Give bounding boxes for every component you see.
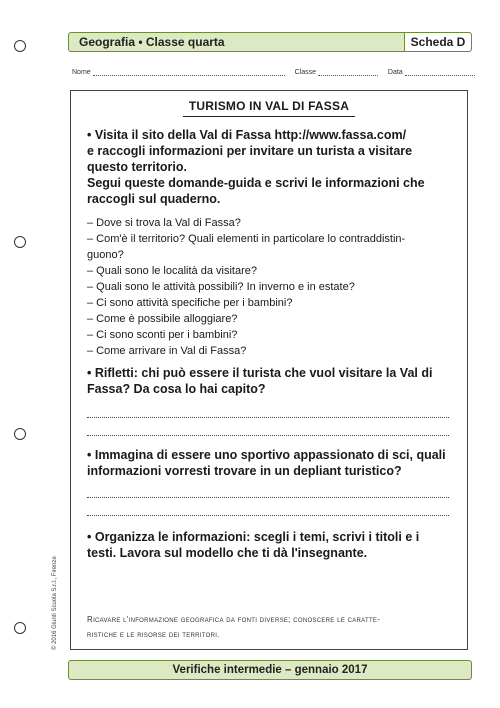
imagine-line: informazioni vorresti trovare in un depliant turistico?: [87, 464, 402, 478]
reflect-line: Fassa? Da cosa lo hai capito?: [87, 382, 266, 396]
imagine-line: • Immagina di essere uno sportivo appassionato di sci, quali: [87, 448, 446, 462]
binder-hole: [14, 428, 26, 440]
binder-hole: [14, 40, 26, 52]
title-underline: [183, 116, 355, 117]
question-item: – Quali sono le attività possibili? In inverno e in estate?: [87, 281, 355, 293]
date-field[interactable]: [405, 68, 475, 76]
reflect-line: • Rifletti: chi può essere il turista che vuol visitare la Val di: [87, 366, 433, 380]
intro-line: • Visita il sito della Val di Fassa http://www.fassa.com/: [87, 128, 407, 142]
subject-label: Geografia • Classe quarta: [79, 35, 225, 49]
organize-line: • Organizza le informazioni: scegli i temi, scrivi i titoli e i: [87, 530, 420, 544]
header-bar: [68, 32, 472, 52]
binder-hole: [14, 622, 26, 634]
question-item: guono?: [87, 249, 124, 261]
answer-line[interactable]: [87, 435, 449, 436]
worksheet-card: [70, 90, 468, 650]
date-label: Data: [387, 69, 403, 76]
intro-line: raccogli sul quaderno.: [87, 192, 221, 206]
organize-block: [87, 529, 459, 561]
class-field[interactable]: [318, 68, 378, 76]
class-label: Classe: [294, 69, 316, 76]
answer-line[interactable]: [87, 497, 449, 498]
sheet-label: Scheda D: [404, 33, 471, 51]
answer-line[interactable]: [87, 417, 449, 418]
question-item: – Com'è il territorio? Quali elementi in particolare lo contraddistin-: [87, 233, 406, 245]
imagine-block: [87, 447, 459, 479]
worksheet-title: TURISMO IN VAL DI FASSA: [188, 99, 350, 113]
name-field[interactable]: [93, 68, 285, 76]
reflect-block: [87, 365, 459, 397]
learning-objective: [87, 612, 457, 642]
question-item: – Ci sono attività specifiche per i bambini?: [87, 297, 293, 309]
question-item: – Ci sono sconti per i bambini?: [87, 329, 238, 341]
intro-line: e raccogli informazioni per invitare un turista a visitare: [87, 144, 413, 158]
questions-list: [87, 215, 459, 359]
question-item: – Come arrivare in Val di Fassa?: [87, 345, 247, 357]
question-item: – Quali sono le località da visitare?: [87, 265, 257, 277]
intro-line: Segui queste domande-guida e scrivi le informazioni che: [87, 176, 425, 190]
answer-line[interactable]: [87, 515, 449, 516]
objective-line: ristiche e le risorse dei territori.: [87, 630, 220, 639]
footer-label: Verifiche intermedie – gennaio 2017: [172, 664, 368, 676]
organize-line: testi. Lavora sul modello che ti dà l'insegnante.: [87, 546, 368, 560]
intro-line: questo territorio.: [87, 160, 188, 174]
intro-block: [87, 127, 459, 207]
question-item: – Come è possibile alloggiare?: [87, 313, 238, 325]
copyright-credit: © 2016 Giunti Scuola S.r.l., Firenze: [52, 556, 58, 650]
name-label: Nome: [72, 69, 91, 76]
objective-line: Ricavare l'informazione geografica da fonti diverse; conoscere le caratte-: [87, 615, 381, 624]
question-item: – Dove si trova la Val di Fassa?: [87, 217, 241, 229]
student-info-row: [72, 68, 470, 76]
binder-hole: [14, 236, 26, 248]
footer-bar: [68, 660, 472, 680]
